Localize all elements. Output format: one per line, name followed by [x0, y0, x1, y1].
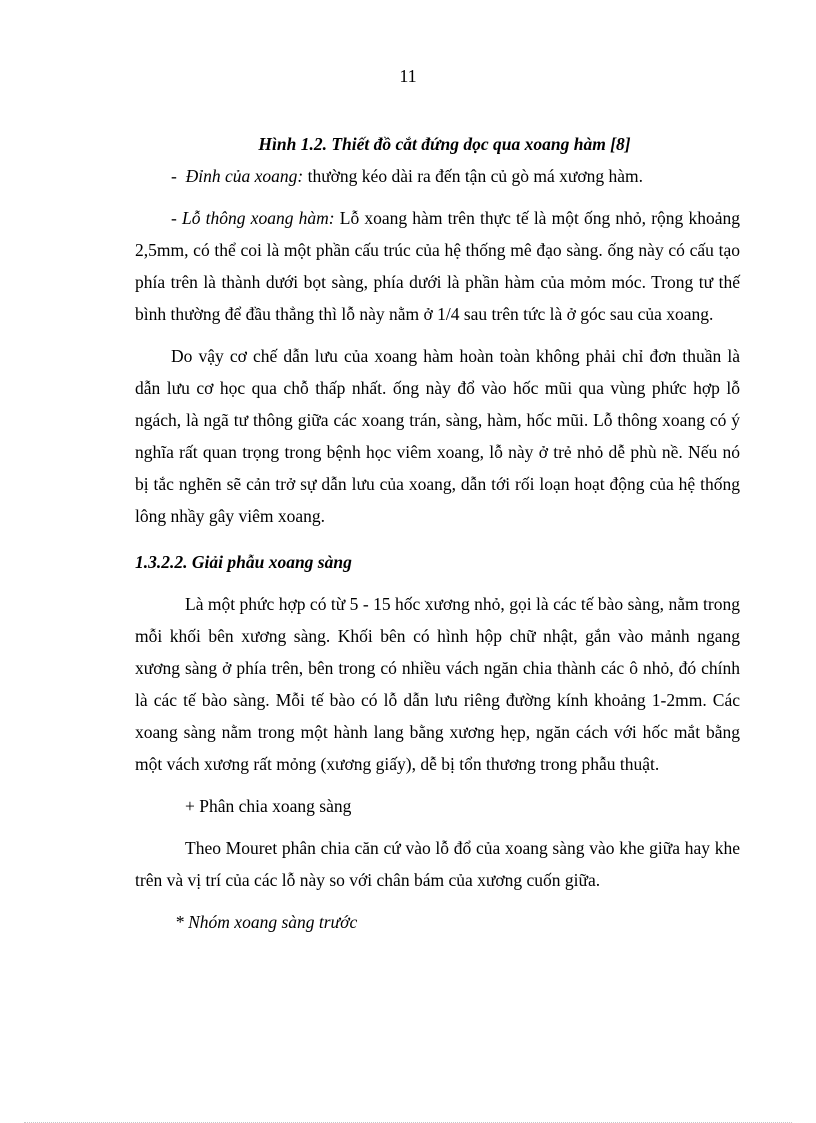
section-heading-xoang-sang: 1.3.2.2. Giải phẫu xoang sàng — [135, 552, 352, 572]
paragraph-xoang-sang-intro: Là một phức hợp có từ 5 - 15 hốc xương nhỏ, gọi là các tế bào sàng, nằm trong mỗi khối bên xương sàng. Khối bên có hình hộp chữ nhật, gắn vào mảnh ngang xương sàng ở phía trên, bên trong có nhiều vách ngăn chia thành các ô nhỏ, đó chính là các tế bào sàng. Mỗi tế bào có lỗ dẫn lưu riêng đường kính khoảng 1-2mm. Các xoang sàng nằm trong một hành lang bằng xương hẹp, ngăn cách với hốc mắt bằng một vách xương rất mỏng (xương giấy), dễ bị tổn thương trong phẫu thuật. — [135, 594, 740, 774]
paragraph-dan-luu: Do vậy cơ chế dẫn lưu của xoang hàm hoàn toàn không phải chỉ đơn thuần là dẫn lưu cơ học qua chỗ thấp nhất. ống này đổ vào hốc mũi qua vùng phức hợp lỗ ngách, là ngã tư thông giữa các xoang trán, sàng, hàm, hốc mũi. Lỗ thông xoang có ý nghĩa rất quan trọng trong bệnh học viêm xoang, lỗ này ở trẻ nhỏ dễ phù nề. Nếu nó bị tắc nghẽn sẽ cản trở sự dẫn lưu của xoang, dẫn tới rối loạn hoạt động của hệ thống lông nhầy gây viêm xoang. — [135, 346, 740, 526]
text-dinh-xoang: thường kéo dài ra đến tận củ gò má xương hàm. — [303, 166, 643, 186]
document-body — [135, 128, 740, 938]
paragraph-lo-thong: - Lỗ thông xoang hàm: Lỗ xoang hàm trên thực tế là một ống nhỏ, rộng khoảng 2,5mm, có thể coi là một phần cấu trúc của hệ thống mê đạo sàng. ống này có cấu tạo phía trên là thành dưới bọt sàng, phía dưới là phần hàm của mỏm móc. Trong tư thế bình thường để đầu thẳng thì lỗ này nằm ở 1/4 sau trên tức là ở góc sau của xoang. — [135, 208, 740, 324]
paragraph-dinh-xoang: - Đỉnh của xoang: thường kéo dài ra đến tận củ gò má xương hàm. — [171, 166, 643, 186]
paragraph-mouret: Theo Mouret phân chia căn cứ vào lỗ đổ của xoang sàng vào khe giữa hay khe trên và vị trí của các lỗ này so với chân bám của xương cuốn giữa. — [135, 838, 740, 890]
term-lo-thong: Lỗ thông xoang hàm: — [182, 208, 335, 228]
page-number: 11 — [399, 66, 417, 86]
figure-caption: Hình 1.2. Thiết đồ cắt đứng dọc qua xoang hàm [8] — [258, 134, 631, 154]
term-dinh-xoang: Đỉnh của xoang: — [185, 166, 304, 186]
sub-heading-phan-chia: + Phân chia xoang sàng — [185, 796, 352, 816]
group-label-sang-truoc: * Nhóm xoang sàng trước — [175, 912, 358, 932]
text-lo-thong: Lỗ xoang hàm trên thực tế là một ống nhỏ, rộng khoảng 2,5mm, có thể coi là một phần cấu trúc của hệ thống mê đạo sàng. ống này có cấu tạo phía trên là thành dưới bọt sàng, phía dưới là phần hàm của mỏm móc. Trong tư thế bình thường để đầu thẳng thì lỗ này nằm ở 1/4 sau trên tức là ở góc sau của xoang. — [135, 208, 740, 324]
